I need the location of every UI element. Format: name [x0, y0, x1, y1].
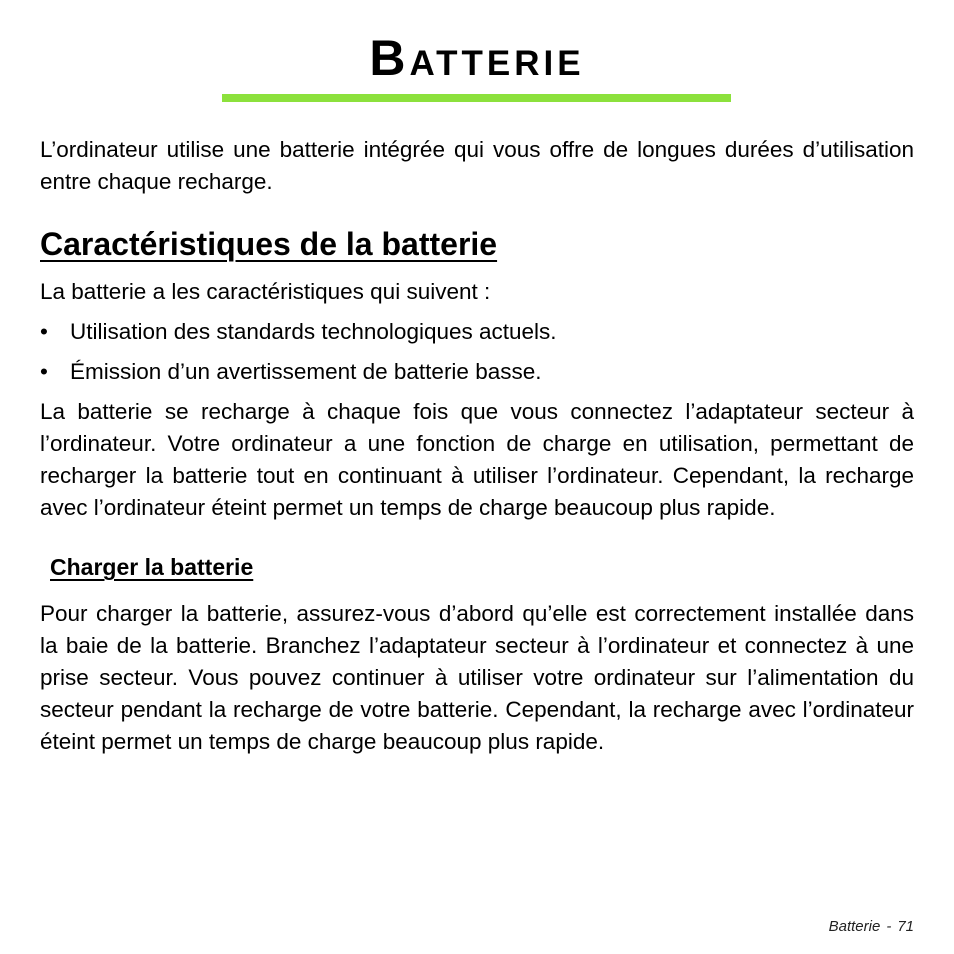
page-content [40, 134, 914, 758]
list-item [40, 356, 914, 388]
footer-label: Batterie [828, 918, 881, 935]
bullet-icon: • [40, 359, 48, 384]
bullet-icon: • [40, 319, 48, 344]
list-item-text: Utilisation des standards technologiques actuels. [70, 319, 557, 344]
list-item-text: Émission d’un avertissement de batterie basse. [70, 359, 542, 384]
list-item [40, 316, 914, 348]
feature-list [40, 316, 914, 388]
subsection-paragraph: Pour charger la batterie, assurez-vous d’abord qu’elle est correctement installée dans la baie de la batterie. Branchez l’adaptateur secteur à l’ordinateur et connectez à une prise secteur. Vous pouvez continuer à utiliser votre ordinateur sur l’alimentation du secteur pendant la recharge de votre batterie. Cependant, la recharge avec l’ordinateur éteint permet un temps de charge beaucoup plus rapide. [40, 601, 914, 754]
subsection-heading: Charger la batterie [50, 554, 254, 580]
section-heading: Caractéristiques de la batterie [40, 226, 498, 262]
section-paragraph: La batterie se recharge à chaque fois que vous connectez l’adaptateur secteur à l’ordinateur. Votre ordinateur a une fonction de charge en utilisation, permettant de recharger la batterie tout en continuant à utiliser l’ordinateur. Cependant, la recharge avec l’ordinateur éteint permet un temps de charge beaucoup plus rapide. [40, 399, 914, 520]
page-footer [829, 917, 914, 937]
intro-paragraph: L’ordinateur utilise une batterie intégrée qui vous offre de longues durées d’utilisation entre chaque recharge. [40, 137, 914, 194]
title-underline-bar [222, 94, 731, 102]
section-lead: La batterie a les caractéristiques qui suivent : [40, 279, 491, 304]
page-title: Batterie [369, 30, 585, 86]
page-number: 71 [897, 918, 914, 935]
footer-separator: - [886, 918, 892, 935]
